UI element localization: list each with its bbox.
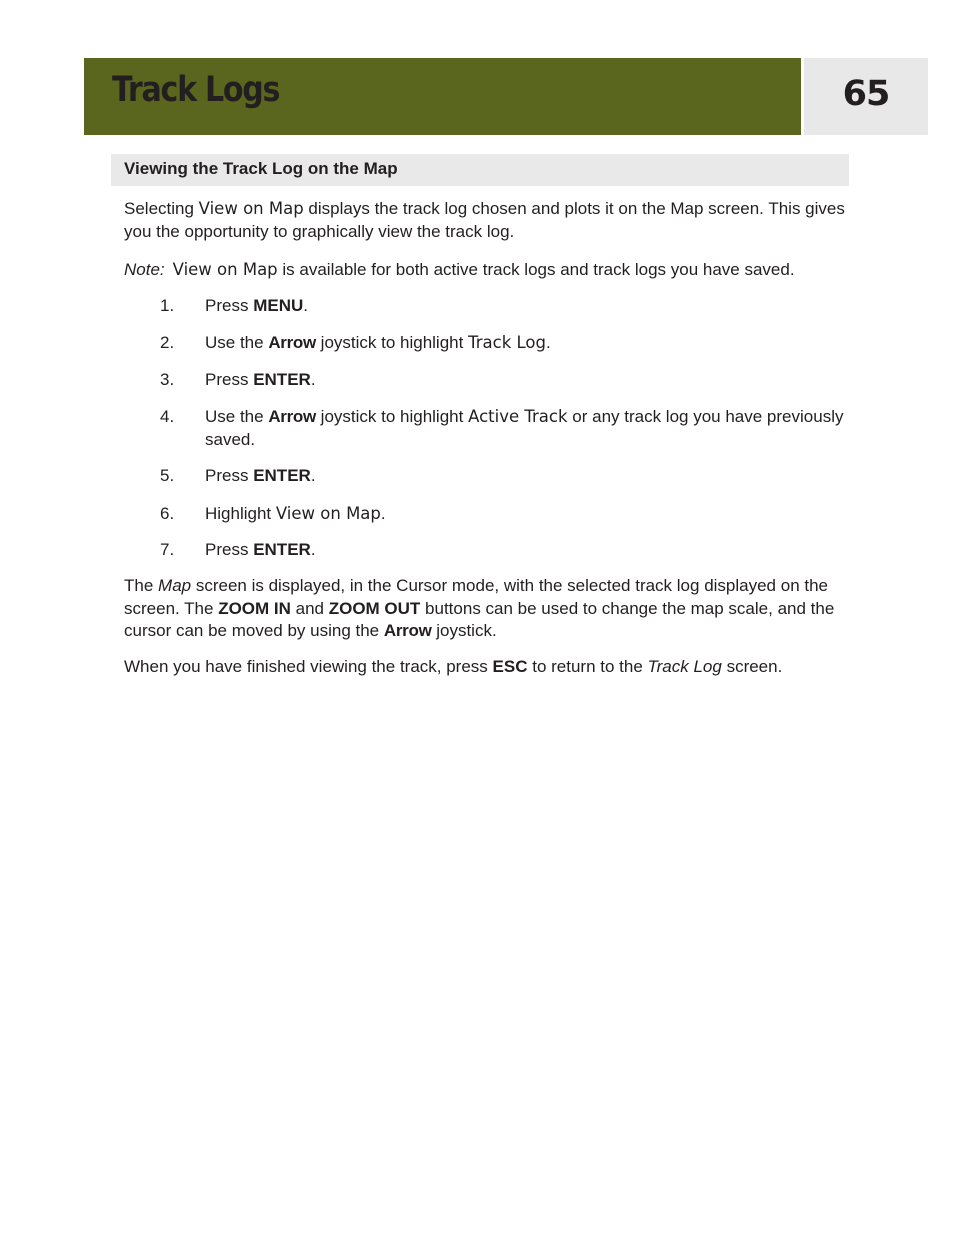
step-text-part: . <box>303 296 308 315</box>
step-number: 6. <box>160 504 175 523</box>
step-text-part: Highlight <box>205 504 276 523</box>
text-part: screen. <box>721 657 783 676</box>
step-number: 1. <box>160 296 175 315</box>
ui-term-view-on-map: View on Map <box>275 504 381 523</box>
chapter-header-bar <box>84 58 801 135</box>
section-title: Viewing the Track Log on the Map <box>124 159 398 178</box>
key-zoom-in: ZOOM IN <box>218 598 291 618</box>
page-number: 65 <box>842 74 890 114</box>
key-arrow: Arrow <box>268 407 316 426</box>
step-text <box>205 406 845 451</box>
note-label: Note: <box>124 260 165 279</box>
step-text-part: . <box>310 466 316 485</box>
step-text-part: . <box>545 333 551 352</box>
screen-name-map: Map <box>158 576 192 595</box>
step-text-part: joystick to highlight <box>315 333 469 352</box>
step-text-part: Press <box>205 370 254 389</box>
text-part: joystick. <box>431 621 497 640</box>
step-text <box>205 332 845 355</box>
step-number: 2. <box>160 333 175 352</box>
text-part: screen is displayed, in the Cursor mode, with the selected track log displayed on the screen. The <box>124 576 829 618</box>
chapter-title: Track Logs <box>112 70 280 110</box>
text-part: When you have finished viewing the track, press <box>124 657 493 676</box>
key-enter: ENTER <box>253 370 311 389</box>
step-text-part: Use the <box>205 333 269 352</box>
text-part: and <box>290 598 329 618</box>
text-part: The <box>124 576 159 595</box>
step-text-part: joystick to highlight <box>315 407 469 426</box>
ui-term-active-track: Active Track <box>468 407 568 426</box>
text-part: buttons can be used to change the map scale, and the cursor can be moved by using the <box>124 598 835 640</box>
note-text: is available for both active track logs and track logs you have saved. <box>277 260 795 279</box>
page-number-box <box>804 58 928 135</box>
key-zoom-out: ZOOM OUT <box>328 598 421 618</box>
ui-term-view-on-map: View on Map <box>172 260 278 279</box>
text-part: to return to the <box>527 657 648 676</box>
step-text-part: . <box>380 504 386 523</box>
key-enter: ENTER <box>253 466 311 485</box>
section-header-bar <box>111 154 849 186</box>
intro-text-rest: displays the track log chosen and plots it on the Map screen. This gives you the opportunity to graphically view the track log. <box>124 199 845 241</box>
step-text-part: . <box>310 540 316 559</box>
step-number: 4. <box>160 407 175 426</box>
step-text <box>205 295 845 318</box>
step-text <box>205 369 845 392</box>
key-esc: ESC <box>492 657 528 676</box>
step-text-part: Press <box>205 540 254 559</box>
ui-term-track-log: Track Log <box>468 333 546 352</box>
step-text <box>205 503 845 526</box>
step-number: 3. <box>160 370 175 389</box>
note-paragraph <box>124 259 876 282</box>
step-text-part: Use the <box>205 407 269 426</box>
step-number: 7. <box>160 540 175 559</box>
key-arrow: Arrow <box>268 333 316 352</box>
step-number: 5. <box>160 466 175 485</box>
key-enter: ENTER <box>253 540 311 559</box>
screen-name-track-log: Track Log <box>647 657 722 676</box>
step-text-part: . <box>310 370 316 389</box>
finish-paragraph <box>124 656 876 679</box>
step-text <box>205 539 845 562</box>
ui-term-view-on-map: View on Map <box>198 199 304 218</box>
step-text <box>205 465 845 488</box>
intro-text: Selecting <box>124 199 199 218</box>
key-menu: MENU <box>253 296 304 315</box>
intro-paragraph <box>124 198 876 243</box>
step-text-part: Press <box>205 296 254 315</box>
result-paragraph <box>124 575 876 643</box>
step-text-part: Press <box>205 466 254 485</box>
key-arrow: Arrow <box>383 621 432 640</box>
step-text-part: or any track log you have previously saved. <box>205 407 844 449</box>
